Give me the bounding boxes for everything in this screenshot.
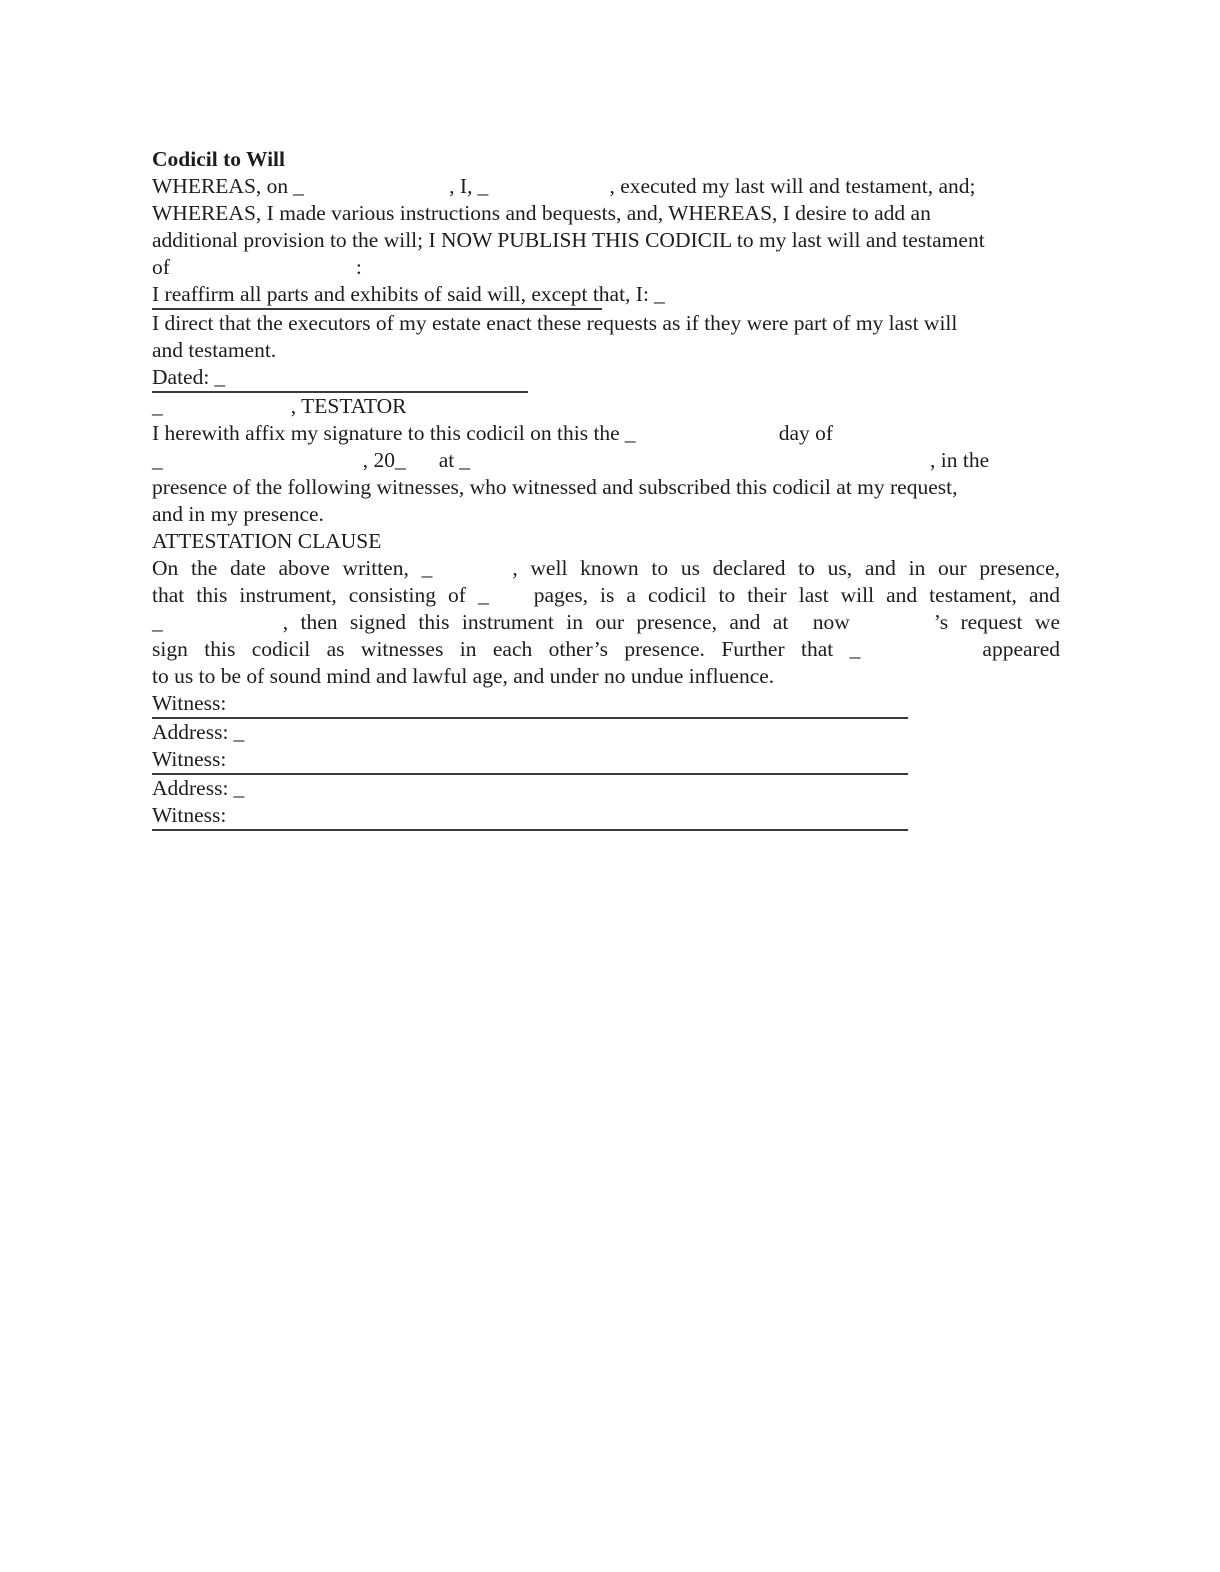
whereas-line-3: additional provision to the will; I NOW PUBLISH THIS CODICIL to my last will and testament bbox=[152, 228, 985, 252]
blank-field-place: _ bbox=[459, 448, 471, 472]
direct-line-1: I direct that the executors of my estate enact these requests as if they were part of my last will bbox=[152, 311, 958, 335]
direct-paragraph bbox=[152, 310, 1060, 364]
attestation-line-2 bbox=[152, 582, 1060, 609]
blank-field-execution-date bbox=[293, 173, 449, 200]
blank-field-testator-name bbox=[477, 173, 609, 200]
testator-label: , TESTATOR bbox=[290, 394, 407, 418]
attestation-text-2b: pages, is a codicil to their last will and testament, and bbox=[533, 583, 1061, 607]
attestation-text-3a: , then signed this instrument in our presence, and at bbox=[282, 610, 789, 634]
reaffirm-paragraph bbox=[152, 281, 1060, 308]
herewith-text-20: , 20 bbox=[362, 448, 395, 472]
blank-field-witness-address-1: _ bbox=[233, 720, 245, 744]
blank-field-month: _ bbox=[152, 448, 163, 472]
whereas-text-i: , I, bbox=[449, 174, 473, 198]
witness-label-2: Witness: bbox=[152, 747, 227, 771]
attestation-text-1b: , well known to us declared to us, and in our presence, bbox=[512, 556, 1060, 580]
blank-field-signer-name: _ bbox=[152, 610, 163, 634]
blank-field-exception: _ bbox=[653, 282, 665, 306]
document-title: Codicil to Will bbox=[152, 147, 285, 171]
herewith-line-3: presence of the following witnesses, who witnessed and subscribed this codicil at my request, bbox=[152, 475, 958, 499]
whereas-text-on: WHEREAS, on bbox=[152, 174, 289, 198]
blank-field-day bbox=[625, 420, 779, 447]
blank-field-appearer-name: _ bbox=[849, 637, 861, 661]
attestation-line-5: to us to be of sound mind and lawful age, and under no undue influence. bbox=[152, 664, 775, 688]
herewith-text-dayof: day of bbox=[778, 421, 834, 445]
witness-signature-line-3 bbox=[152, 829, 908, 831]
whereas-text-of: of bbox=[152, 255, 170, 279]
whereas-line-4 bbox=[152, 254, 1060, 281]
attestation-line-3 bbox=[152, 609, 1060, 636]
herewith-text-inthe: , in the bbox=[930, 448, 990, 472]
blank-field-testator-printed-name: _ bbox=[152, 394, 163, 418]
herewith-text-at: at bbox=[438, 448, 455, 472]
address-line-2 bbox=[152, 775, 1060, 802]
blank-field-page-count: _ bbox=[477, 583, 489, 607]
blank-field-declarant-name: _ bbox=[421, 556, 433, 580]
herewith-line-1 bbox=[152, 420, 1060, 447]
blank-field-dated: _ bbox=[214, 365, 226, 389]
dated-label: Dated: bbox=[152, 365, 210, 389]
address-line-1 bbox=[152, 719, 1060, 746]
witness-label-1: Witness: bbox=[152, 691, 227, 715]
attestation-text-2a: that this instrument, consisting of bbox=[152, 583, 466, 607]
attestation-text-4b: appeared bbox=[982, 637, 1061, 661]
herewith-paragraph bbox=[152, 420, 1060, 528]
attestation-line-1 bbox=[152, 555, 1060, 582]
attestation-paragraph bbox=[152, 555, 1060, 690]
blank-field-witness-address-2: _ bbox=[233, 776, 245, 800]
whereas-paragraph bbox=[152, 173, 1060, 281]
herewith-line-4: and in my presence. bbox=[152, 502, 324, 526]
attestation-line-4 bbox=[152, 636, 1060, 663]
dated-line bbox=[152, 364, 1060, 391]
attestation-text-1a: On the date above written, bbox=[152, 556, 409, 580]
attestation-clause-heading: ATTESTATION CLAUSE bbox=[152, 529, 382, 553]
herewith-line-2 bbox=[152, 447, 1060, 474]
underscore-mark: _ bbox=[293, 174, 304, 198]
underscore-mark: _ bbox=[624, 421, 636, 445]
whereas-line-2: WHEREAS, I made various instructions and bequests, and, WHEREAS, I desire to add an bbox=[152, 201, 931, 225]
address-label: Address: bbox=[152, 776, 229, 800]
attestation-text-3b: now bbox=[812, 610, 850, 634]
testator-line bbox=[152, 393, 1060, 420]
attestation-text-4a: sign this codicil as witnesses in each other’s presence. Further that bbox=[152, 637, 834, 661]
whereas-line-1 bbox=[152, 173, 1060, 200]
address-label: Address: bbox=[152, 720, 229, 744]
herewith-text-1: I herewith affix my signature to this codicil on this the bbox=[152, 421, 620, 445]
whereas-text-executed: , executed my last will and testament, and; bbox=[609, 174, 976, 198]
blank-field-year: _ bbox=[395, 448, 406, 472]
whereas-text-colon: : bbox=[355, 255, 362, 279]
reaffirm-text: I reaffirm all parts and exhibits of said will, except that, I: bbox=[152, 282, 649, 306]
underscore-mark: _ bbox=[477, 174, 489, 198]
witness-label-3: Witness: bbox=[152, 803, 227, 827]
direct-line-2: and testament. bbox=[152, 338, 277, 362]
attestation-text-3c: ’s request we bbox=[933, 610, 1060, 634]
